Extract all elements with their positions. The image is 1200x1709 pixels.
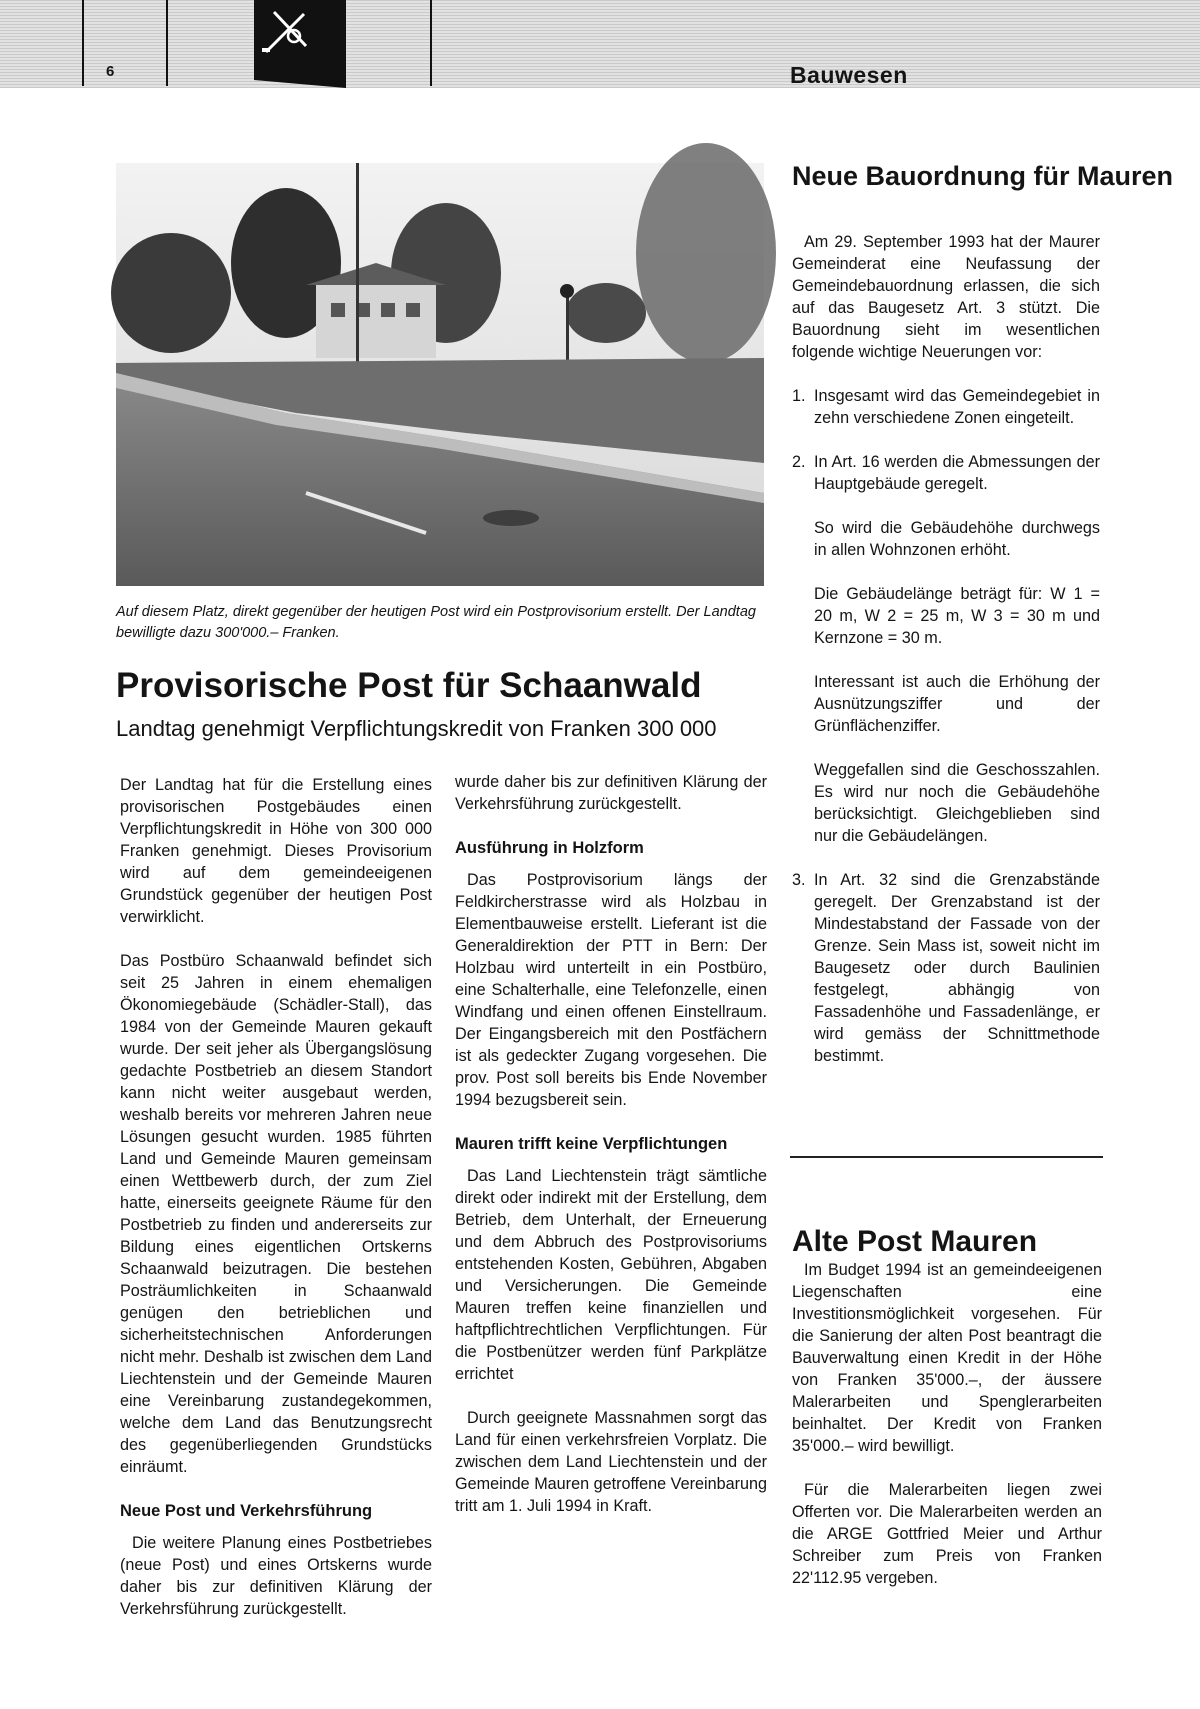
list-subparagraph: Die Gebäudelänge beträgt für: W 1 = 20 m, W 2 = 25 m, W 3 = 30 m und Kernzone = 30 m. (814, 585, 1100, 647)
header-divider (430, 0, 432, 86)
list-text: Insgesamt wird das Gemeindegebiet in zehn verschiedene Zonen eingeteilt. (814, 387, 1100, 427)
list-number: 2. (792, 453, 806, 471)
article-subheading: Mauren trifft keine Verpflichtungen (455, 1135, 728, 1153)
list-text: In Art. 32 sind die Grenzabstände geregelt. Der Grenzabstand ist der Mindestabstand der Fassade von der Grenze. Sein Mass ist, soweit nicht im Baugesetz oder durch Baulinien festgelegt, abhängig von Fassadenhöhe und Fassadenlänge, er wird gemäss der Schnittmethode bestimmt. (814, 871, 1100, 1065)
article-paragraph: Das Postbüro Schaanwald befindet sich seit 25 Jahren in einem ehemaligen Ökonomiegebäude (Schädler-Stall), das 1984 von der Gemeinde Mauren gekauft wurde. Der seit jeher als Übergangslösung gedachte Postbetrieb an diesem Standort kann nicht weiter ausgebaut werden, weshalb bereits vor mehreren Jahren neue Lösungen gesucht wurden. 1985 führten Land und Gemeinde Mauren gemeinsam einen Wettbewerb durch, der zum Ziel hatte, einerseits geeignete Räume für den Postbetrieb zu finden und andererseits zur Bildung eines eigentlichen Ortskerns Schaanwald beizutragen. Die bestehen Posträumlichkeiten in Schaanwald genügen den betrieblichen und sicherheitstechnischen Anforderungen nicht mehr. Deshalb ist zwischen dem Land Liechtenstein und der Gemeinde Mauren eine Vereinbarung zustandegekommen, welche dem Land das Benutzungsrecht des gegenüberliegenden Grundstücks einräumt. (120, 952, 432, 1476)
section-title: Bauwesen (790, 62, 908, 88)
bauordnung-column (792, 231, 1100, 1089)
altepost-column (792, 1259, 1102, 1611)
article-headline: Provisorische Post für Schaanwald (116, 666, 702, 705)
article-subheading: Neue Post und Verkehrsführung (120, 1502, 373, 1520)
street-photo (116, 163, 764, 586)
page-number: 6 (106, 63, 115, 80)
article-paragraph: Der Landtag hat für die Erstellung eines provisorischen Postgebäudes einen Verpflichtungskredit in Höhe von 300 000 Franken genehmigt. Dieses Provisorium wird auf dem gemeindeeigenen Grundstück gegenüber der heutigen Post verwirklicht. (120, 776, 432, 926)
list-subparagraph: So wird die Gebäudehöhe durchwegs in allen Wohnzonen erhöht. (814, 519, 1100, 559)
list-item (792, 451, 1100, 495)
article-column-1 (120, 774, 432, 1618)
column-divider (790, 1156, 1103, 1158)
bauordnung-headline: Neue Bauordnung für Mauren (792, 161, 1174, 191)
header-divider (82, 0, 84, 86)
article-paragraph: Für die Malerarbeiten liegen zwei Offerten vor. Die Malerarbeiten werden an die ARGE Gottfried Meier und Arthur Schreiber zum Preis von Franken 22'112.95 vergeben. (792, 1481, 1102, 1587)
article-subheadline: Landtag genehmigt Verpflichtungskredit von Franken 300 000 (116, 716, 717, 741)
article-paragraph: Das Land Liechtenstein trägt sämtliche direkt oder indirekt mit der Erstellung, dem Betrieb, dem Unterhalt, der Erneuerung und dem Abbruch des Postprovisoriums entstehenden Kosten, Gebühren, Abgaben und Versicherungen. Die Gemeinde Mauren treffen keine finanziellen und haftpflichtrechtlichen Verpflichtungen. Für die Postbenützer werden fünf Parkplätze errichtet (455, 1167, 767, 1383)
article-paragraph: Die weitere Planung eines Postbetriebes (neue Post) und eines Ortskerns wurde daher bis zur definitiven Klärung der Verkehrsführung zurückgestellt. (120, 1534, 432, 1618)
list-subparagraph: Weggefallen sind die Geschosszahlen. Es wird nur noch die Gebäudehöhe berücksichtigt. Gleichgeblieben sind nur die Gebäudelängen. (814, 761, 1100, 845)
list-subparagraph: Interessant ist auch die Erhöhung der Ausnützungsziffer und der Grünflächenziffer. (814, 673, 1100, 735)
photo-caption: Auf diesem Platz, direkt gegenüber der heutigen Post wird ein Postprovisorium erstellt. Der Landtag bewilligte dazu 300'000.– Franken. (116, 604, 756, 641)
construction-logo-icon (254, 0, 346, 88)
list-number: 3. (792, 871, 806, 889)
list-text: In Art. 16 werden die Abmessungen der Hauptgebäude geregelt. (814, 453, 1100, 493)
list-item (792, 385, 1100, 429)
article-paragraph-continued: wurde daher bis zur definitiven Klärung der Verkehrsführung zurückgestellt. (455, 773, 767, 813)
article-subheading: Ausführung in Holzform (455, 839, 644, 857)
article-paragraph: Im Budget 1994 ist an gemeindeeigenen Liegenschaften eine Investitionsmöglichkeit vorgesehen. Für die Sanierung der alten Post beantragt die Bauverwaltung einen Kredit in der Höhe von Franken 35'000.–, der äussere Malerarbeiten und Spenglerarbeiten beinhaltet. Der Kredit von Franken 35'000.– wird bewilligt. (792, 1261, 1102, 1455)
list-number: 1. (792, 387, 806, 405)
article-column-2 (455, 771, 767, 1539)
altepost-headline: Alte Post Mauren (792, 1225, 1038, 1258)
list-item (792, 869, 1100, 1067)
header-band (0, 0, 1200, 88)
article-paragraph: Durch geeignete Massnahmen sorgt das Land für einen verkehrsfreien Vorplatz. Die zwischen dem Land Liechtenstein und der Gemeinde Mauren getroffene Vereinbarung tritt am 1. Juli 1994 in Kraft. (455, 1409, 767, 1515)
article-paragraph: Das Postprovisorium längs der Feldkircherstrasse wird als Holzbau in Elementbauweise erstellt. Lieferant ist die Generaldirektion der PTT in Bern: Der Holzbau wird unterteilt in ein Postbüro, eine Schalterhalle, eine Telefonzelle, einen Windfang und einen offenen Einstellraum. Der Eingangsbereich mit den Postfächern ist als gedeckter Zugang vorgesehen. Die prov. Post soll bereits bis Ende November 1994 bezugsbereit sein. (455, 871, 767, 1109)
bauordnung-intro: Am 29. September 1993 hat der Maurer Gemeinderat eine Neufassung der Gemeindebauordnung erlassen, die sich auf das Baugesetz Art. 3 stützt. Die Bauordnung sieht im wesentlichen folgende wichtige Neuerungen vor: (792, 233, 1100, 361)
header-divider (166, 0, 168, 86)
